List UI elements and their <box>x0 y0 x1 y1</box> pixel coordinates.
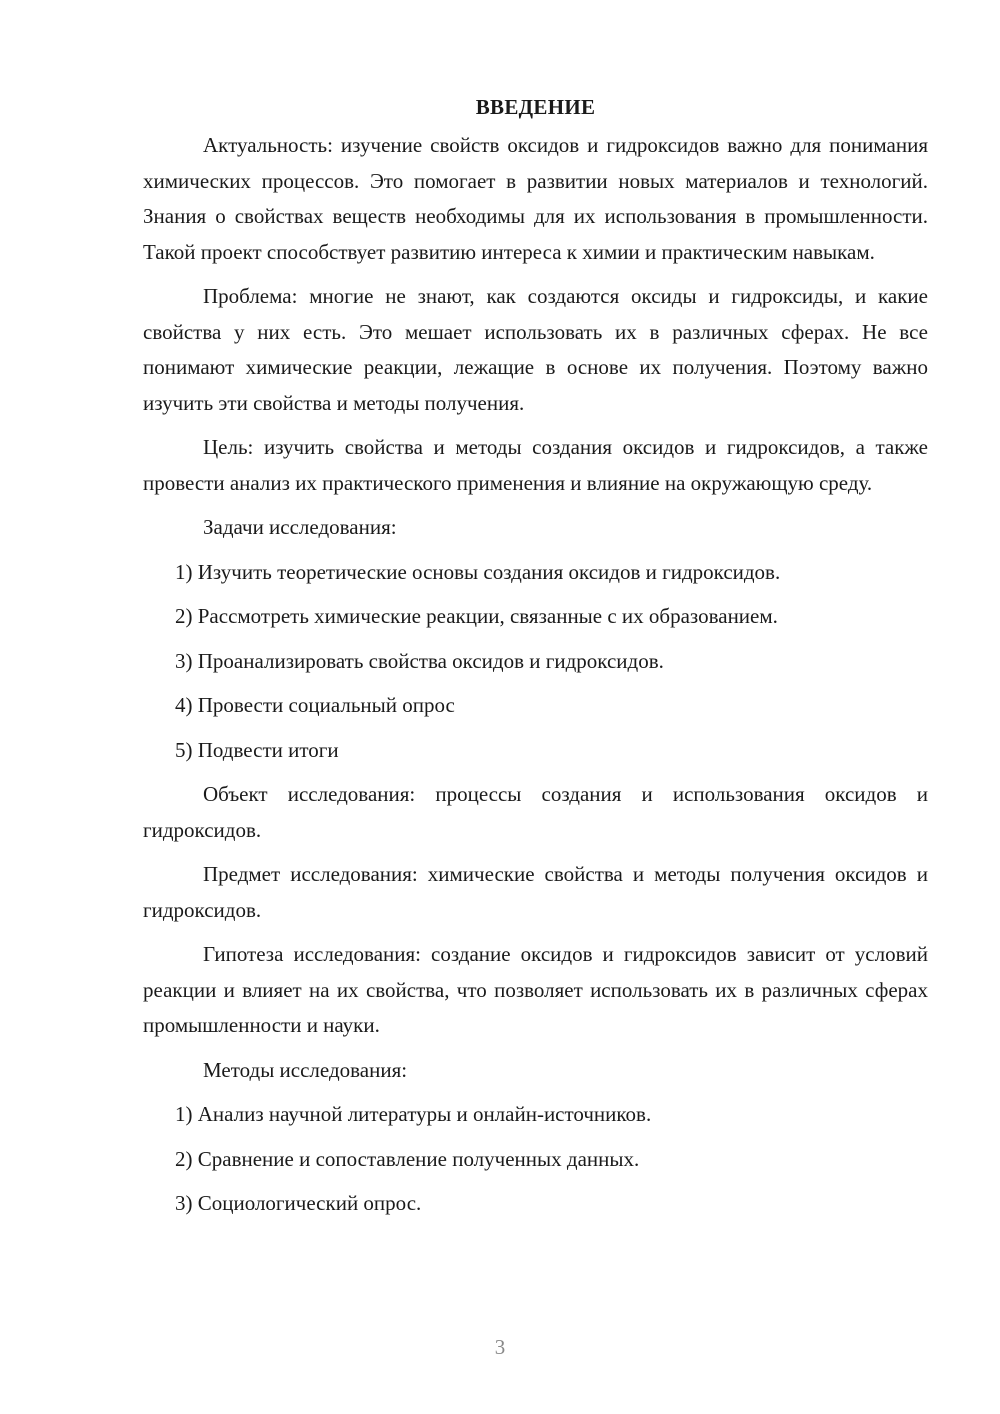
task-item: 2) Рассмотреть химические реакции, связанные с их образованием. <box>175 604 778 628</box>
paragraph-relevance: Актуальность: изучение свойств оксидов и гидроксидов важно для понимания химических процессов. Это помогает в развитии новых материалов и технологий. Знания о свойствах веществ необходимы для их использования в промышленности. Такой проект способствует развитию интереса к химии и практическим навыкам. <box>143 133 928 264</box>
document-page <box>143 90 928 1231</box>
methods-list <box>143 1097 928 1222</box>
task-item: 4) Провести социальный опрос <box>175 693 455 717</box>
paragraph-subject: Предмет исследования: химические свойства и методы получения оксидов и гидроксидов. <box>143 862 928 922</box>
method-item: 2) Сравнение и сопоставление полученных данных. <box>175 1146 640 1171</box>
paragraph-goal: Цель: изучить свойства и методы создания оксидов и гидроксидов, а также провести анализ их практического применения и влияние на окружающую среду. <box>143 435 928 495</box>
tasks-list <box>143 555 928 769</box>
paragraph-hypothesis: Гипотеза исследования: создание оксидов и гидроксидов зависит от условий реакции и влияет на их свойства, что позволяет использовать их в различных сферах промышленности и науки. <box>143 942 928 1037</box>
page-number: 3 <box>494 1335 506 1359</box>
methods-heading: Методы исследования: <box>203 1057 408 1082</box>
tasks-heading: Задачи исследования: <box>203 515 397 539</box>
task-item: 3) Проанализировать свойства оксидов и гидроксидов. <box>175 648 664 673</box>
method-item: 1) Анализ научной литературы и онлайн-источников. <box>175 1102 652 1126</box>
paragraph-object: Объект исследования: процессы создания и использования оксидов и гидроксидов. <box>143 782 928 842</box>
paragraph-problem: Проблема: многие не знают, как создаются оксиды и гидроксиды, и какие свойства у них есть. Это мешает использовать их в различных сферах. Не все понимают химические реакции, лежащие в основе их получения. Поэтому важно изучить эти свойства и методы получения. <box>143 284 928 415</box>
task-item: 5) Подвести итоги <box>175 737 339 762</box>
task-item: 1) Изучить теоретические основы создания оксидов и гидроксидов. <box>175 559 781 584</box>
section-title: ВВЕДЕНИЕ <box>475 95 596 119</box>
method-item: 3) Социологический опрос. <box>175 1191 422 1215</box>
